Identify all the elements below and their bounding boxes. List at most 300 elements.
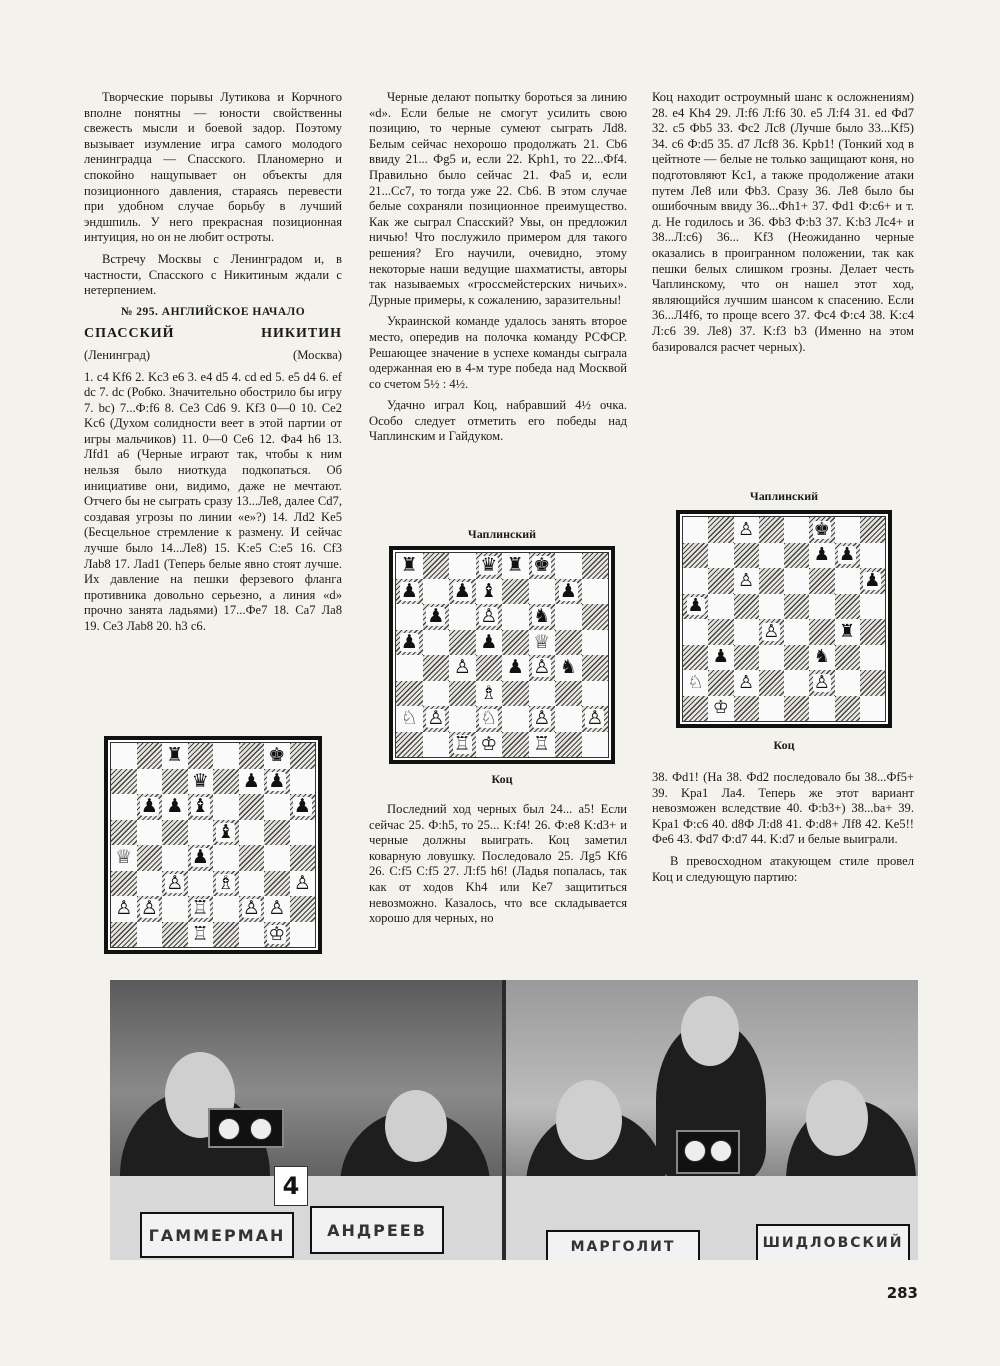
chess-diagram-3 [676,510,892,728]
board-square [582,630,609,656]
board-square [734,568,759,594]
board-square [683,568,708,594]
chess-piece: ♕ [115,846,133,869]
diagram-top-label: Чаплинский [749,489,819,503]
chess-piece: ♟ [453,579,471,602]
board-square [137,871,163,897]
board-square [555,579,582,605]
board-square [290,922,316,948]
column-3 [652,90,914,361]
board-square [582,706,609,732]
board-square [423,604,450,630]
board-square [423,630,450,656]
board-square [476,706,503,732]
chess-piece: ♟ [559,579,577,602]
board-square [396,630,423,656]
chess-piece: ♙ [813,671,830,693]
board-square [449,553,476,579]
board-square [683,543,708,569]
board-square [423,553,450,579]
diagram-bottom-label: Коц [773,738,795,752]
board-square [396,706,423,732]
board-square [582,553,609,579]
board-square [476,732,503,758]
board-square [502,706,529,732]
chess-piece: ♘ [400,707,418,730]
name-plate: ШИДЛОВСКИЙ [756,1224,910,1260]
chess-piece: ♙ [738,518,755,540]
board-square [734,594,759,620]
chess-piece: ♚ [813,518,830,540]
paragraph: Последний ход черных был 24... a5! Если сейчас 25. Ф:h5, то 25... K:f4! 26. Ф:e8 K:d3+ и черные должны выиграть. Коц заметил коварную ловушку. Последовало 25. Лg5 Kf6 26. C:f5 C:f5 27. Л:f5 h6! (Ладья попалась, так как от ходов Kh4 или Ke7 защититься невозможно. Казалось, что все складывается хорошо для черных, но [369,802,627,926]
name-plate: МАРГОЛИТ [546,1230,700,1260]
chess-piece: ♟ [400,630,418,653]
board-square [759,670,784,696]
chess-piece: ♜ [506,554,524,577]
board-square [555,655,582,681]
chess-piece: ♙ [533,656,551,679]
board-square [784,670,809,696]
board-square [449,630,476,656]
board-square [759,568,784,594]
board-square [835,670,860,696]
board-square [264,845,290,871]
chess-piece: ♘ [480,707,498,730]
clock-dial [250,1118,272,1140]
paragraph: 38. Фd1! (На 38. Фd2 последовало бы 38...Фf5+ 39. Kpa1 Ла4. Теперь же этот вариант невозможен вследствие 40. Ф:b3+) 38...ba+ 39. Kpa1 Ф:c6 40. d8Ф Л:d8 41. Ф:d8+ Лf8 42. Ke5!! Фe6 43. Фd7 Ф:d7 44. K:d7 и белые выиграли. [652,770,914,847]
chess-piece: ♙ [268,897,286,920]
board-square [137,845,163,871]
board-square [396,732,423,758]
board-square [734,619,759,645]
board-square [708,568,733,594]
chess-piece: ♝ [480,579,498,602]
board-square [555,604,582,630]
name-plate: АНДРЕЕВ [310,1206,444,1254]
board-square [529,630,556,656]
board-square [137,896,163,922]
paragraph: Украинской команде удалось занять второе место, опередив на полочка команду РСФСР. Решающее значение в успехе команды сыграла одержанная ею в 4-м туре победа над Москвой со счетом 5½ : 4½. [369,314,627,391]
board-square [213,896,239,922]
board-square [708,670,733,696]
board-grid [395,552,609,758]
board-square [734,670,759,696]
chess-piece: ♙ [427,707,445,730]
board-square [111,922,137,948]
chess-piece: ♝ [217,820,235,843]
board-square [290,769,316,795]
chess-piece: ♟ [166,795,184,818]
board-square [162,769,188,795]
photo-right-panel [506,980,918,1260]
board-square [683,645,708,671]
board-square [502,604,529,630]
board-square [529,604,556,630]
chess-piece: ♝ [191,795,209,818]
board-square [835,543,860,569]
spectator-head [681,996,739,1066]
board-square [162,871,188,897]
chess-piece: ♖ [453,732,471,755]
chess-piece: ♔ [268,922,286,945]
board-square [290,794,316,820]
black-city: (Москва) [293,347,342,362]
board-square [476,553,503,579]
board-square [396,604,423,630]
board-square [111,896,137,922]
photo-left-panel [110,980,502,1260]
board-square [835,619,860,645]
chess-piece: ♜ [400,554,418,577]
board-square [502,655,529,681]
paragraph: Встречу Москвы с Ленинградом и, в частности, Спасского с Никитиным ждали с нетерпением. [84,251,342,298]
board-square [683,594,708,620]
chess-piece: ♖ [191,897,209,920]
chess-piece: ♞ [559,656,577,679]
board-square [449,732,476,758]
chess-piece: ♟ [427,605,445,628]
board-square [708,645,733,671]
column-3-continued [652,770,914,891]
column-1 [84,90,342,641]
board-square [759,645,784,671]
chess-piece: ♙ [533,707,551,730]
chess-piece: ♙ [453,656,471,679]
column-2-continued [369,802,627,933]
chess-piece: ♛ [191,769,209,792]
board-square [188,922,214,948]
game-moves: 1. c4 Kf6 2. Kc3 e6 3. e4 d5 4. cd ed 5. e5 d4 6. ef dc 7. dc (Робко. Значительно обострило бы игру 7. bc) 7...Ф:f6 8. Ce3 Cd6 9. Kf3 0—0 10. Ce2 Kc6 (Духом солидности веет в этой партии от игры мальчиков) 11. 0—0 Ce6 12. Фa4 h6 13. Лfd1 a6 (Черные играют так, чтобы к ним нельзя было ниоткуда подкопаться. Об инициативе они, видимо, даже не мечтают. Отчего бы не сыграть сразу 13...Ле8, далее Cd7, создавая угрозы по линии «е»?) 14. Лd2 Ke5 (Бесцельное стремление к размену. И сейчас лучше было 14...Ле8) 15. K:e5 C:e5 16. Cf3 Лab8 17. Лad1 (Теперь белые явно стоят лучше. Их давление на пешки ферзевого фланга противника довольно серьезно, а линия «d» прочно занята ладьями) 17...Фe7 18. Ca7 Ла8 19. Ce3 Лab8 20. h3 c6. [84,369,342,633]
clock-dial [218,1118,240,1140]
board-square [290,871,316,897]
board-square [860,517,885,543]
board-square [529,706,556,732]
chess-piece: ♛ [480,554,498,577]
board-square [137,743,163,769]
chess-piece: ♙ [763,620,780,642]
board-square [396,579,423,605]
board-square [290,743,316,769]
chess-diagram-1 [104,736,322,954]
board-square [111,871,137,897]
chess-piece: ♙ [140,897,158,920]
name-plate: ГАММЕРМАН [140,1212,294,1258]
chess-piece: ♚ [268,744,286,767]
board-square [860,696,885,722]
chess-piece: ♟ [191,846,209,869]
board-square [582,579,609,605]
board-square [264,896,290,922]
board-square [860,645,885,671]
board-square [290,820,316,846]
chess-piece: ♟ [506,656,524,679]
board-square [111,820,137,846]
board-square [582,732,609,758]
board-square [835,696,860,722]
board-square [759,543,784,569]
board-square [784,517,809,543]
chess-piece: ♙ [293,871,311,894]
board-square [162,743,188,769]
board-square [162,820,188,846]
board-square [111,794,137,820]
board-square [784,543,809,569]
board-square [188,769,214,795]
board-square [860,594,885,620]
board-square [708,619,733,645]
board-square [555,681,582,707]
chess-diagram-2 [389,546,615,764]
paragraph: Коц находит остроумный шанс к осложнениям) 28. e4 Kh4 29. Л:f6 Л:f6 30. e5 Л:f4 31. ed Фd7 32. c5 Фb5 33. Фc2 Лc8 (Лучше было 33...Kf5) 34. c6 Ф:d5 35. d7 Лcf8 36. Kpb1! (Тонкий ход в цейтноте — белые не только защищают коня, но подготовляют Kc1, а также продолжение атаки путем Ле8 или Фb3. Сразу 36. Ле8 было бы ошибочным ввиду 36...Фh1+ 37. Фd1 Ф:c6+ и т. д. Не годилось и 36. Фb3 Ф:b3 37. K:b3 Лc4+ и 38...Л:c6) 36... Kf3 (Неожиданно черные оказались в проигранном положении, так как пешки белых слишком грозны. Делает честь Чаплинскому, что он нашел этот ход, являющийся лучшим шансом к спасению. Если 36...Л4f6, то проще всего 37. Фc4 Ф:c4 38. K:c4 Л:c6 39. Ле8) 37. K:f3 b3 (Именно на этом базировался расчет черных). [652,90,914,354]
chess-piece: ♜ [839,620,856,642]
chess-piece: ♟ [480,630,498,653]
board-square [423,732,450,758]
page-number: 283 [886,1284,918,1302]
chess-piece: ♙ [738,569,755,591]
chess-piece: ♟ [687,595,704,617]
board-square [239,820,265,846]
cities-row [84,348,342,364]
board-square [396,655,423,681]
board-square [502,579,529,605]
board-square [860,543,885,569]
board-grid [682,516,886,722]
chess-clock [208,1108,284,1148]
chess-piece: ♙ [480,605,498,628]
board-square [734,517,759,543]
board-grid [110,742,316,948]
board-square [449,706,476,732]
board-square [860,670,885,696]
board-square [759,594,784,620]
board-square [809,543,834,569]
board-square [423,579,450,605]
chess-piece: ♞ [813,646,830,668]
board-square [162,845,188,871]
board-square [239,743,265,769]
chess-piece: ♞ [533,605,551,628]
board-square [809,670,834,696]
board-square [555,630,582,656]
board-square [213,820,239,846]
chess-piece: ♟ [242,769,260,792]
paragraph: Удачно играл Коц, набравший 4½ очка. Особо следует отметить его победы над Чаплинским и Гайдуком. [369,398,627,444]
board-square [137,769,163,795]
board-square [809,645,834,671]
chess-piece: ♟ [400,579,418,602]
board-square [290,845,316,871]
board-square [529,681,556,707]
board-square [529,655,556,681]
board-square [734,696,759,722]
board-square [239,794,265,820]
board-square [213,743,239,769]
board-square [264,922,290,948]
board-square [476,630,503,656]
paragraph: Черные делают попытку бороться за линию «d». Если белые не смогут усилить свою позицию, то черные сумеют сыграть Лd8. Белым сейчас нехорошо продолжать 21. Cb6 ввиду 21... Фg5 и, если 22. Kph1, то 22...Фf4. Правильно было сейчас 21. Фa5 и, если 21...Cc7, то тогда уже 22. Cb6. В этом случае белые сохраняли позиционное преимущество. Как же сыграл Спасский? Увы, он предложил ничью! Что послужило примером для такого решения? Его научили, очевидно, этому некоторые наши ведущие шахматисты, авторы так называемых «гроссмейстерских ничьих». Дурные примеры, к сожалению, заразительны! [369,90,627,307]
board-square [188,743,214,769]
board-square [449,604,476,630]
board-square [188,845,214,871]
board-square [835,568,860,594]
board-square [111,769,137,795]
board-square [449,579,476,605]
board-square [476,655,503,681]
board-square [708,594,733,620]
board-square [529,732,556,758]
board-square [835,517,860,543]
chess-piece: ♙ [242,897,260,920]
board-square [809,517,834,543]
board-square [476,681,503,707]
board-square [582,655,609,681]
chess-piece: ♙ [166,871,184,894]
board-square [835,645,860,671]
board-square [137,820,163,846]
table-number-card: 4 [274,1166,308,1206]
chess-piece: ♜ [166,744,184,767]
board-square [449,655,476,681]
board-square [423,655,450,681]
board-square [213,922,239,948]
board-square [239,922,265,948]
board-square [162,922,188,948]
board-square [290,896,316,922]
board-square [239,845,265,871]
board-square [239,769,265,795]
clock-dial [684,1140,706,1162]
chess-piece: ♕ [533,630,551,653]
column-2 [369,90,627,451]
chess-piece: ♟ [864,569,881,591]
board-square [784,619,809,645]
board-square [396,553,423,579]
board-square [476,579,503,605]
chess-piece: ♟ [293,795,311,818]
board-square [759,517,784,543]
chess-piece: ♗ [480,681,498,704]
board-square [582,681,609,707]
board-square [809,568,834,594]
chess-piece: ♟ [839,544,856,566]
diagram-bottom-label: Коц [491,772,513,786]
board-square [213,871,239,897]
board-square [809,619,834,645]
board-square [502,553,529,579]
board-square [784,645,809,671]
board-square [188,794,214,820]
paragraph: Творческие порывы Лутикова и Корчного вполне понятны — юности свойственны свежесть мысли и боевой задор. Поэтому вызывает изумление игра самого молодого ленинградца — Спасского. Планомерно и спокойно нащупывает он объекты для позиционного давления, стараясь перевести при удобном случае борьбу в лучший эндшпиль. У него прекрасная позиционная интуиция, но он не любит остроты. [84,90,342,245]
board-square [213,794,239,820]
board-square [683,517,708,543]
chess-piece: ♔ [480,732,498,755]
board-square [188,871,214,897]
board-square [784,568,809,594]
board-square [137,794,163,820]
board-square [264,743,290,769]
board-square [239,896,265,922]
board-square [860,619,885,645]
board-square [683,670,708,696]
board-square [734,543,759,569]
board-square [582,604,609,630]
chess-piece: ♘ [687,671,704,693]
board-square [476,604,503,630]
board-square [784,696,809,722]
board-square [137,922,163,948]
board-square [708,517,733,543]
board-square [784,594,809,620]
paragraph: В превосходном атакующем стиле провел Коц и следующую партию: [652,853,914,884]
board-square [264,871,290,897]
chess-piece: ♟ [813,544,830,566]
board-square [449,681,476,707]
board-square [111,845,137,871]
board-square [502,732,529,758]
board-square [162,794,188,820]
chess-piece: ♟ [140,795,158,818]
board-square [809,594,834,620]
player-head [806,1080,868,1156]
board-square [502,630,529,656]
chess-piece: ♗ [217,871,235,894]
player-head [556,1080,622,1160]
chess-piece: ♔ [712,697,729,719]
diagram-top-label: Чаплинский [467,527,537,541]
board-square [423,681,450,707]
board-square [555,553,582,579]
board-square [162,896,188,922]
white-player: СПАССКИЙ [84,326,175,342]
players-row [84,326,342,342]
chess-piece: ♙ [738,671,755,693]
board-square [423,706,450,732]
board-square [555,732,582,758]
board-square [809,696,834,722]
game-heading: № 295. АНГЛИЙСКОЕ НАЧАЛО [120,305,306,318]
board-square [759,619,784,645]
chess-piece: ♚ [533,554,551,577]
board-square [264,820,290,846]
board-square [213,845,239,871]
board-square [264,769,290,795]
white-city: (Ленинград) [84,347,151,362]
chess-piece: ♖ [191,922,209,945]
chess-piece: ♙ [586,707,604,730]
black-player: НИКИТИН [261,326,342,342]
board-square [213,769,239,795]
chess-piece: ♟ [268,769,286,792]
player-head [385,1090,447,1162]
board-square [264,794,290,820]
chess-piece: ♟ [712,646,729,668]
chess-piece: ♖ [533,732,551,755]
board-square [502,681,529,707]
board-square [835,594,860,620]
board-square [734,645,759,671]
board-square [555,706,582,732]
board-square [529,553,556,579]
board-square [708,696,733,722]
tournament-photo [110,980,918,1260]
chess-piece: ♙ [115,897,133,920]
clock-dial [710,1140,732,1162]
board-square [239,871,265,897]
board-square [860,568,885,594]
board-square [188,820,214,846]
board-square [188,896,214,922]
board-square [529,579,556,605]
